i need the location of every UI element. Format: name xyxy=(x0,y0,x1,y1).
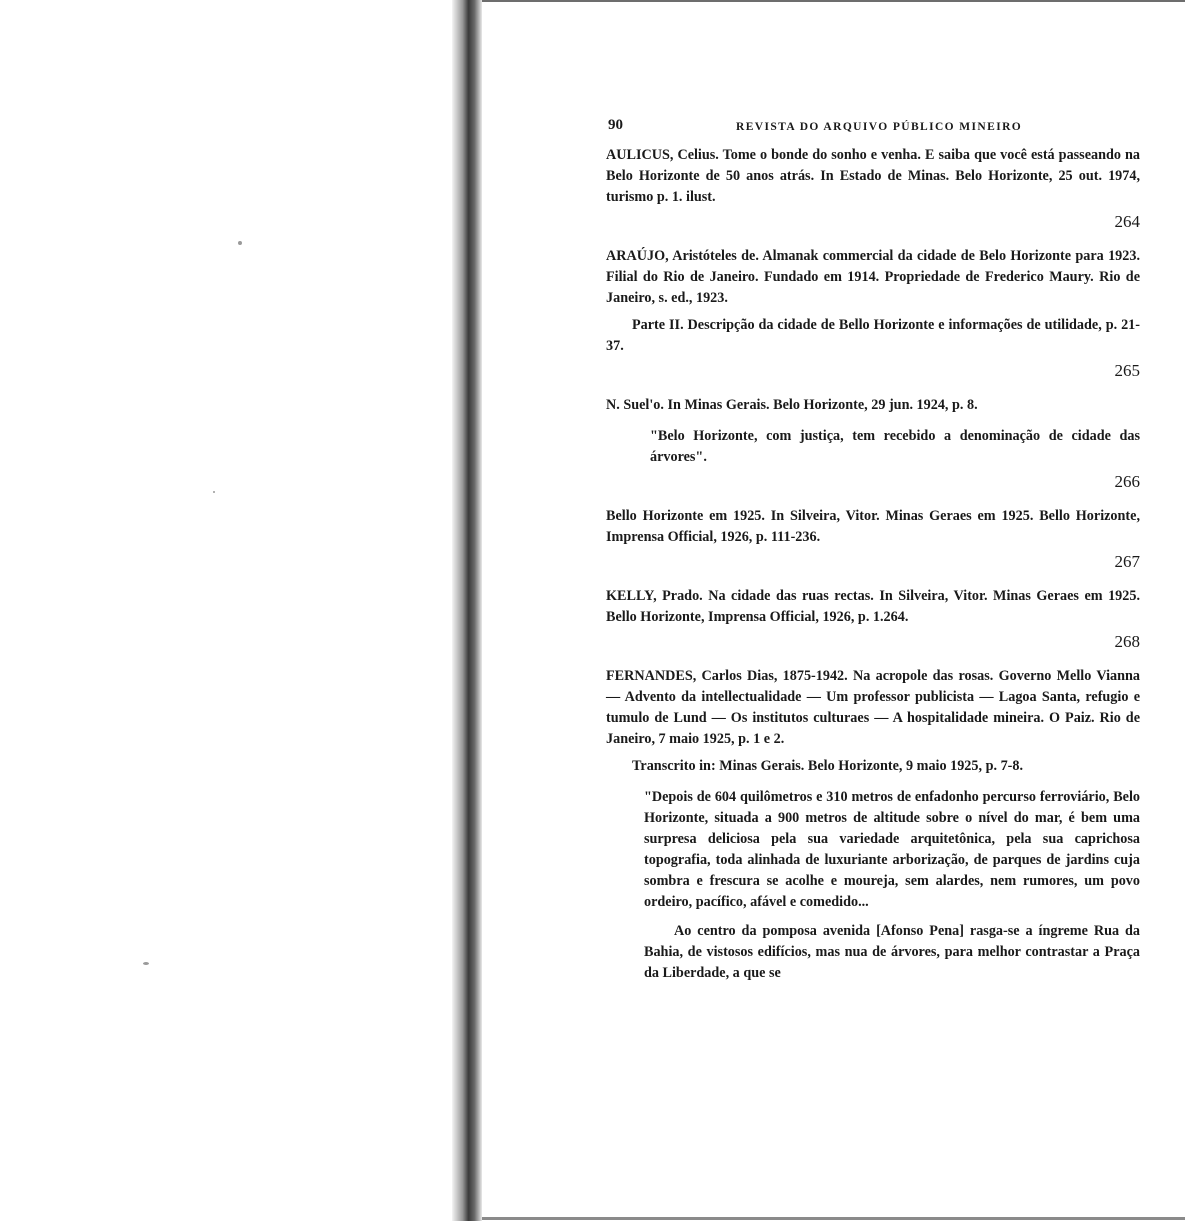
entry-number: 267 xyxy=(1114,552,1140,571)
bibliography-entry xyxy=(606,246,1140,357)
bibliography-entry xyxy=(606,506,1140,548)
paper-speck xyxy=(143,962,149,965)
entry-number: 264 xyxy=(1114,212,1140,231)
entry-number: 266 xyxy=(1114,472,1140,491)
bibliography-entry xyxy=(606,395,1140,468)
document-page xyxy=(606,115,1140,984)
facing-page xyxy=(0,0,455,1221)
entry-note: Transcrito in: Minas Gerais. Belo Horizonte, 9 maio 1925, p. 7-8. xyxy=(632,758,1024,774)
entry-citation: Bello Horizonte em 1925. In Silveira, Vitor. Minas Geraes em 1925. Bello Horizonte, Imprensa Official, 1926, p. 111-236. xyxy=(606,508,1140,545)
running-header xyxy=(606,115,1140,145)
entry-citation: KELLY, Prado. Na cidade das ruas rectas. In Silveira, Vitor. Minas Geraes em 1925. Bello Horizonte, Imprensa Official, 1926, p. 1.264. xyxy=(606,588,1140,625)
paper-speck xyxy=(213,491,215,493)
entry-note: Parte II. Descripção da cidade de Bello Horizonte e informações de utilidade, p. 21-37. xyxy=(606,317,1140,354)
journal-title: REVISTA DO ARQUIVO PÚBLICO MINEIRO xyxy=(736,121,1023,133)
page-number: 90 xyxy=(608,117,623,133)
entry-quotation: "Depois de 604 quilômetros e 310 metros de enfadonho percurso ferroviário, Belo Horizonte, situada a 900 metros de altitude sobre o nível do mar, é bem uma surpresa deliciosa pela sua variedade arquitetônica, pela sua caprichosa topografia, toda alinhada de luxuriante arborização, de parques de jardins cuja sombra e frescura se acolhe e moureja, sem alardes, nem rumores, um povo ordeiro, pacífico, afável e comedido... xyxy=(644,789,1140,910)
entry-number: 268 xyxy=(1114,632,1140,651)
bibliography-entry xyxy=(606,666,1140,984)
top-page-edge xyxy=(482,0,1185,2)
entry-number: 265 xyxy=(1114,361,1140,380)
bibliography-entry xyxy=(606,586,1140,628)
paper-speck xyxy=(238,241,242,245)
entry-citation: N. Suel'o. In Minas Gerais. Belo Horizonte, 29 jun. 1924, p. 8. xyxy=(606,397,978,413)
entry-citation: FERNANDES, Carlos Dias, 1875-1942. Na acropole das rosas. Governo Mello Vianna — Advento da intellectualidade — Um professor publicista — Lagoa Santa, refugio e tumulo de Lund — Os institutos culturaes — A hospitalidade mineira. O Paiz. Rio de Janeiro, 7 maio 1925, p. 1 e 2. xyxy=(606,668,1140,747)
entry-quotation: "Belo Horizonte, com justiça, tem recebido a denominação de cidade das árvores". xyxy=(650,428,1140,465)
book-spine-gutter xyxy=(452,0,482,1221)
entry-citation: AULICUS, Celius. Tome o bonde do sonho e venha. E saiba que você está passeando na Belo Horizonte de 50 anos atrás. In Estado de Minas. Belo Horizonte, 25 out. 1974, turismo p. 1. ilust. xyxy=(606,147,1140,205)
bottom-page-edge xyxy=(482,1217,1185,1220)
bibliography-entry xyxy=(606,145,1140,208)
entry-quotation: Ao centro da pomposa avenida [Afonso Pena] rasga-se a íngreme Rua da Bahia, de vistosos edifícios, mas nua de árvores, para melhor contrastar a Praça da Liberdade, a que se xyxy=(644,923,1140,981)
entry-citation: ARAÚJO, Aristóteles de. Almanak commercial da cidade de Belo Horizonte para 1923. Filial do Rio de Janeiro. Fundado em 1914. Propriedade de Frederico Maury. Rio de Janeiro, s. ed., 1923. xyxy=(606,248,1140,306)
